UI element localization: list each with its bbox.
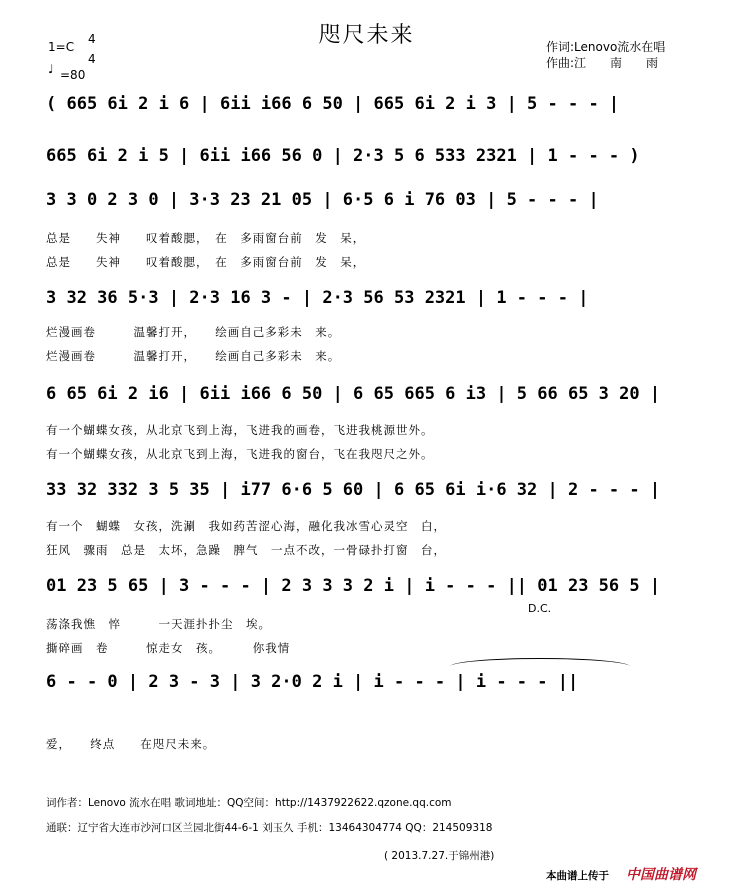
- notation-line: 6 - - 0 | 2 3 - 3 | 3 2·0 2 i | i - - - | i - - - ||: [46, 672, 579, 692]
- score-system-6: [40, 476, 695, 556]
- site-logo[interactable]: 中国曲谱网: [626, 867, 696, 883]
- lyric-line: 总是 失神 叹着酸腮， 在 多雨窗台前 发 呆，: [46, 231, 366, 245]
- notation-line: 3 3 0 2 3 0 | 3·3 23 21 05 | 6·5 6 i 76 03 | 5 - - - |: [46, 190, 599, 210]
- notation-line: 6 65 6i 2 i6 | 6ii i66 6 50 | 6 65 665 6 i3 | 5 66 65 3 20 |: [46, 384, 661, 404]
- lyric-line: 有一个 蝴蝶 女孩，洗涮 我如药苦涩心海，融化我冰雪心灵空 白，: [46, 519, 446, 533]
- composer: 作曲:江 南 雨: [546, 56, 659, 70]
- song-title: 咫尺未来: [318, 23, 415, 48]
- lyric-line: 爱， 终点 在咫尺未来。: [46, 737, 216, 751]
- key-signature: 1=C: [48, 40, 75, 54]
- time-sig-bottom: 4: [88, 52, 96, 66]
- score-system-2: [40, 142, 695, 174]
- lyric-line: 撕碎画 卷 惊走女 孩。 你我情: [46, 641, 291, 655]
- score-system-1: [40, 90, 695, 122]
- footer-contact: 通联：辽宁省大连市沙河口区兰园北街44-6-1 刘玉久 手机：13464304774 QQ：214509318: [46, 822, 493, 834]
- score-system-7: [40, 572, 695, 655]
- score-system-4: [40, 284, 695, 364]
- score-system-8: [40, 668, 695, 751]
- dc-mark: D.C.: [528, 602, 552, 615]
- notation-line: 3 32 36 5·3 | 2·3 16 3 - | 2·3 56 53 2321 | 1 - - - |: [46, 288, 589, 308]
- lyric-line: 荡涤我憔 悴 一天涯扑扑尘 埃。: [46, 617, 271, 631]
- notation-line: 665 6i 2 i 5 | 6ii i66 56 0 | 2·3 5 6 533 2321 | 1 - - - ): [46, 146, 640, 166]
- lyric-line: 有一个蝴蝶女孩，从北京飞到上海，飞进我的画卷，飞进我桃源世外。: [46, 423, 434, 437]
- notation-line: 33 32 332 3 5 35 | i77 6·6 5 60 | 6 65 6i i·6 32 | 2 - - - |: [46, 480, 661, 500]
- footer-credits: 词作者：Lenovo 流水在唱 歌词地址：QQ空间：http://1437922622.qzone.qq.com: [46, 797, 452, 809]
- lyric-line: 烂漫画卷 温馨打开， 绘画自己多彩未 来。: [46, 349, 341, 363]
- score-system-3: [40, 186, 695, 269]
- notation-line: ( 665 6i 2 i 6 | 6ii i66 6 50 | 665 6i 2 i 3 | 5 - - - |: [46, 94, 620, 114]
- tempo: =80: [60, 68, 86, 82]
- time-sig-top: 4: [88, 32, 96, 46]
- lyric-line: 烂漫画卷 温馨打开， 绘画自己多彩未 来。: [46, 325, 341, 339]
- lyric-line: 总是 失神 叹着酸腮， 在 多雨窗台前 发 呆，: [46, 255, 366, 269]
- upload-label: 本曲谱上传于: [546, 870, 609, 882]
- footer-date: ( 2013.7.27.于锦州港): [384, 850, 495, 862]
- quarter-note-icon: ♩: [48, 62, 54, 76]
- score-system-5: [40, 380, 695, 460]
- notation-line: 01 23 5 65 | 3 - - - | 2 3 3 3 2 i | i - - - || 01 23 56 5 |: [46, 576, 661, 596]
- lyric-line: 狂风 骤雨 总是 太坏，急躁 脾气 一点不改，一骨碌扑打窗 台，: [46, 543, 446, 557]
- tie-arc: [450, 658, 630, 675]
- lyricist: 作词:Lenovo流水在唱: [546, 40, 666, 54]
- lyric-line: 有一个蝴蝶女孩，从北京飞到上海，飞进我的窗台，飞在我咫尺之外。: [46, 447, 434, 461]
